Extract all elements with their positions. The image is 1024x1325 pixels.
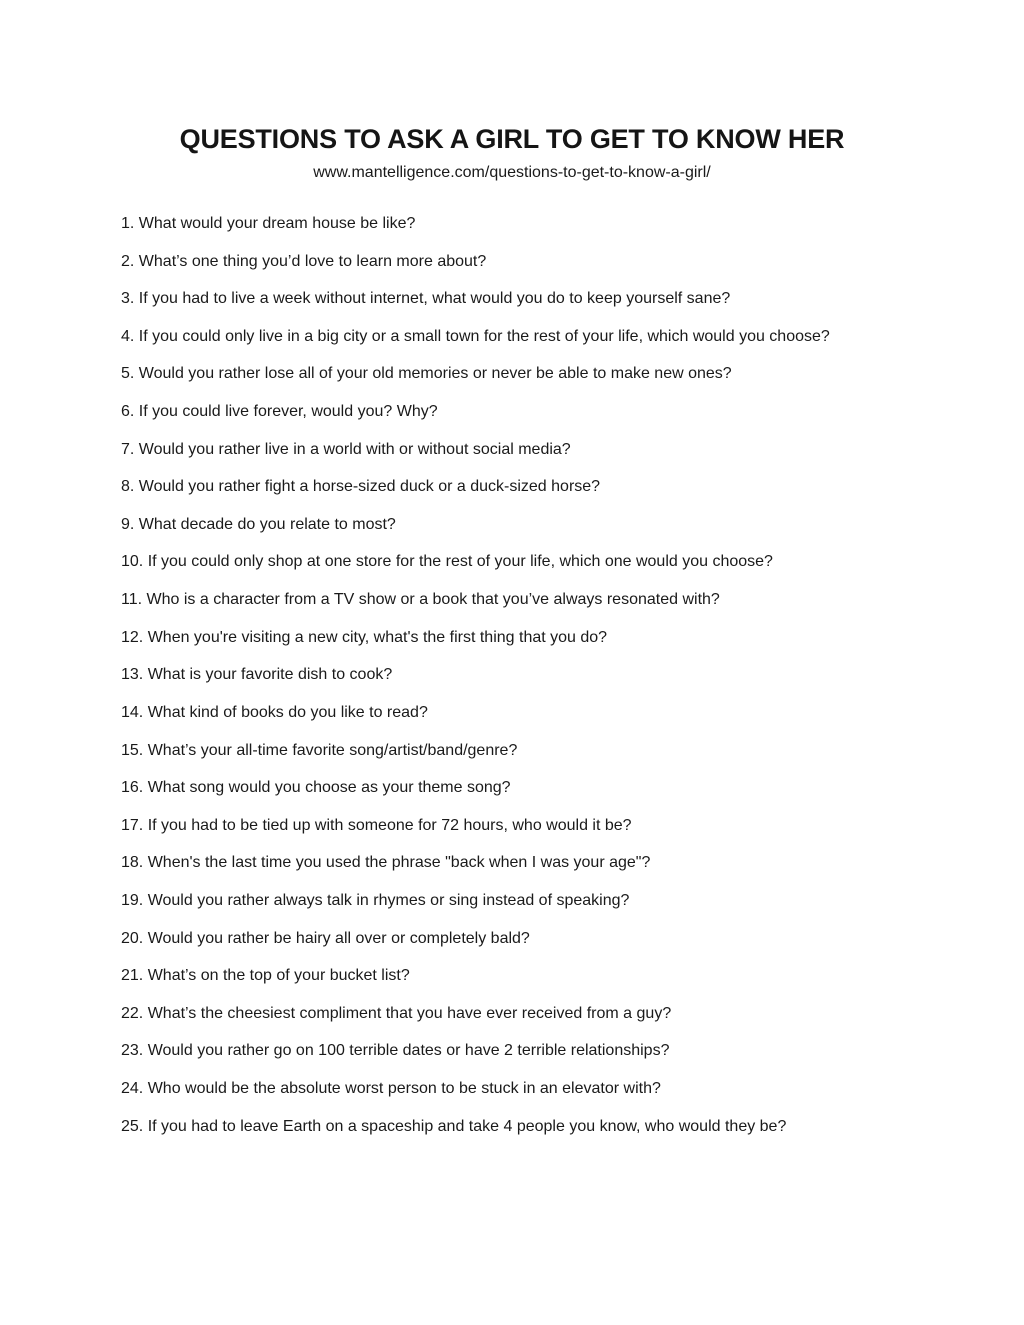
question-item: 10. If you could only shop at one store for the rest of your life, which one would you choose? bbox=[121, 553, 773, 571]
question-item: 22. What’s the cheesiest compliment that you have ever received from a guy? bbox=[121, 1004, 672, 1022]
question-item: 17. If you had to be tied up with someone for 72 hours, who would it be? bbox=[121, 816, 632, 834]
question-item: 20. Would you rather be hairy all over or completely bald? bbox=[121, 929, 530, 947]
question-item: 14. What kind of books do you like to read? bbox=[121, 703, 428, 721]
question-item: 16. What song would you choose as your theme song? bbox=[121, 779, 511, 797]
question-item: 9. What decade do you relate to most? bbox=[121, 515, 396, 533]
question-item: 2. What’s one thing you’d love to learn more about? bbox=[121, 252, 487, 270]
page-title: QUESTIONS TO ASK A GIRL TO GET TO KNOW HER bbox=[179, 124, 845, 154]
question-item: 6. If you could live forever, would you? Why? bbox=[121, 403, 438, 421]
question-item: 25. If you had to leave Earth on a spaceship and take 4 people you know, who would they be? bbox=[121, 1117, 787, 1135]
question-list bbox=[121, 212, 941, 1152]
question-item: 19. Would you rather always talk in rhymes or sing instead of speaking? bbox=[121, 891, 630, 909]
question-item: 18. When's the last time you used the phrase "back when I was your age"? bbox=[121, 854, 651, 872]
question-item: 23. Would you rather go on 100 terrible dates or have 2 terrible relationships? bbox=[121, 1042, 670, 1060]
question-item: 21. What’s on the top of your bucket list? bbox=[121, 967, 410, 985]
question-item: 11. Who is a character from a TV show or a book that you’ve always resonated with? bbox=[121, 591, 720, 609]
question-item: 13. What is your favorite dish to cook? bbox=[121, 666, 393, 684]
question-item: 1. What would your dream house be like? bbox=[121, 215, 416, 232]
question-item: 5. Would you rather lose all of your old memories or never be able to make new ones? bbox=[121, 365, 732, 383]
question-item: 7. Would you rather live in a world with or without social media? bbox=[121, 440, 571, 458]
source-url: www.mantelligence.com/questions-to-get-to-know-a-girl/ bbox=[313, 164, 711, 181]
question-item: 3. If you had to live a week without internet, what would you do to keep yourself sane? bbox=[121, 290, 731, 308]
question-item: 12. When you're visiting a new city, what's the first thing that you do? bbox=[121, 628, 608, 646]
question-item: 24. Who would be the absolute worst person to be stuck in an elevator with? bbox=[121, 1080, 661, 1098]
question-item: 15. What’s your all-time favorite song/artist/band/genre? bbox=[121, 741, 518, 759]
question-item: 4. If you could only live in a big city or a small town for the rest of your life, which would you choose? bbox=[121, 327, 830, 345]
question-item: 8. Would you rather fight a horse-sized duck or a duck-sized horse? bbox=[121, 478, 601, 496]
